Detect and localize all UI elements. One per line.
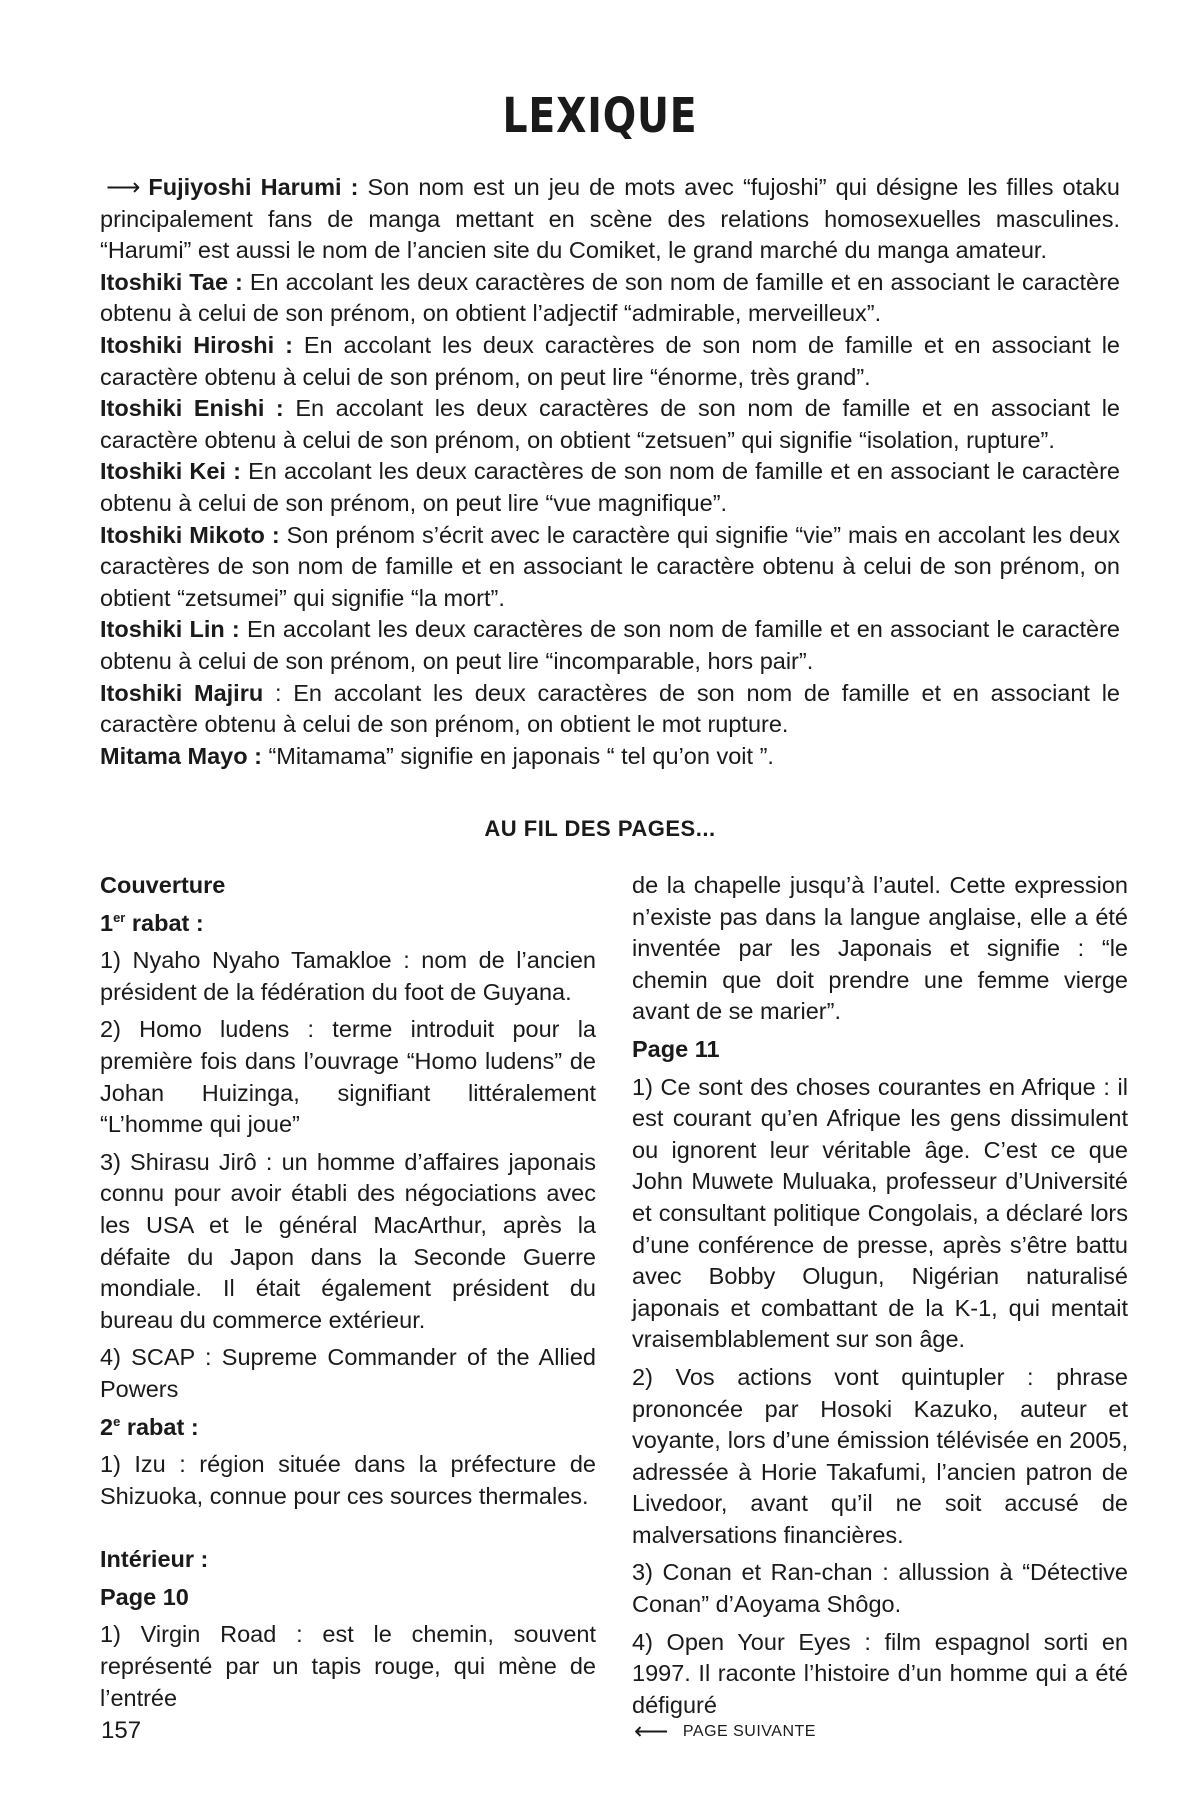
lexique-definition: En accolant les deux caractères de son nom de famille et en associant le caractère obtenu à celui de son prénom, on obtient l’adjectif “admirable, merveilleux”.	[100, 268, 1120, 327]
note-continuation: de la chapelle jusqu’à l’autel. Cette expression n’existe pas dans la langue anglaise, elle a été inventée par les Japonais et signifie : “le chemin que doit prendre une femme vierge avant de se marier”.	[632, 872, 1128, 1025]
lexique-definition: Son nom est un jeu de mots avec “fujoshi” qui désigne les filles otaku principalement fans de manga mettant en scène des relations homosexuelles masculines. “Harumi” est aussi le nom de l’ancien site du Comiket, le grand marché du manga amateur.	[100, 174, 1120, 264]
heading-rabat-1	[100, 908, 596, 940]
lexique-definition: En accolant les deux caractères de son nom de famille et en associant le caractère obtenu à celui de son prénom, on peut lire “vue magnifique”.	[100, 458, 1120, 516]
heading-page-11: Page 11	[632, 1035, 720, 1062]
note-item: 3) Conan et Ran-chan : allussion à “Détective Conan” d’Aoyama Shôgo.	[632, 1559, 1128, 1618]
section-title: AU FIL DES PAGES...	[484, 816, 716, 841]
note-item: 1) Nyaho Nyaho Tamakloe : nom de l’ancien président de la fédération du foot de Guyana.	[100, 947, 596, 1005]
page-title: LEXIQUE	[502, 88, 698, 144]
lexique-entry	[100, 172, 1120, 267]
note-item: 4) SCAP : Supreme Commander of the Allied Powers	[100, 1344, 596, 1402]
rabat-number: 2	[100, 1413, 114, 1440]
heading-rabat-2	[100, 1412, 596, 1444]
lexique-definition: Son prénom s’écrit avec le caractère qui signifie “vie” mais en accolant les deux caractères de son nom de famille et en associant le caractère obtenu à celui de son prénom, on obtient “zetsumei” qui signifie “la mort”.	[100, 521, 1120, 611]
lexique-term: Itoshiki Enishi :	[100, 395, 284, 422]
lexique-term: Itoshiki Hiroshi :	[100, 331, 293, 358]
right-arrow-icon: ⟶	[106, 174, 141, 201]
lexique-term: Itoshiki Tae :	[100, 268, 243, 295]
lexique-definition: “Mitamama” signifie en japonais “ tel qu’on voit ”.	[261, 742, 774, 769]
lexique-term: Mitama Mayo :	[100, 742, 262, 769]
left-arrow-icon: ⟵	[634, 1718, 669, 1745]
lexique-entry	[100, 267, 1120, 330]
lexique-entry	[100, 614, 1120, 677]
rabat-superscript: er	[113, 909, 126, 925]
rabat-superscript: e	[113, 1413, 121, 1429]
lexique-term: Fujiyoshi Harumi :	[148, 174, 359, 200]
rabat-label: rabat :	[125, 909, 204, 936]
lexique-term: Itoshiki Majiru	[100, 679, 264, 706]
page-number: 157	[101, 1717, 142, 1744]
note-item: 2) Vos actions vont quintupler : phrase prononcée par Hosoki Kazuko, auteur et voyante, lors d’une émission télévisée en 2005, adressée à Horie Takafumi, l’ancien patron de Livedoor, avant qu’il ne soit accusé de malversations financières.	[632, 1363, 1128, 1548]
lexique-term: Itoshiki Mikoto :	[100, 521, 280, 548]
right-column	[632, 870, 1128, 1727]
note-item: 1) Virgin Road : est le chemin, souvent représenté par un tapis rouge, qui mène de l’entrée	[100, 1621, 596, 1711]
lexique-list	[100, 172, 1120, 772]
lexique-entry	[100, 678, 1120, 741]
next-page-label: PAGE SUIVANTE	[682, 1723, 816, 1740]
lexique-definition: : En accolant les deux caractères de son nom de famille et en associant le caractère obtenu à celui de son prénom, on obtient le mot rupture.	[100, 679, 1120, 738]
lexique-entry	[100, 456, 1120, 519]
lexique-definition: En accolant les deux caractères de son nom de famille et en associant le caractère obtenu à celui de son prénom, on peut lire “énorme, très grand”.	[100, 331, 1120, 390]
lexique-definition: En accolant les deux caractères de son nom de famille et en associant le caractère obtenu à celui de son prénom, on peut lire “incomparable, hors pair”.	[100, 616, 1120, 674]
lexique-entry	[100, 520, 1120, 615]
heading-interieur: Intérieur :	[100, 1546, 209, 1573]
next-page-indicator	[634, 1720, 816, 1744]
note-item: 4) Open Your Eyes : film espagnol sorti en 1997. Il raconte l’histoire d’un homme qui a été défiguré	[632, 1628, 1128, 1718]
spacer	[100, 1518, 596, 1544]
lexique-term: Itoshiki Lin :	[100, 616, 240, 643]
lexique-definition: En accolant les deux caractères de son nom de famille et en associant le caractère obtenu à celui de son prénom, on obtient “zetsuen” qui signifie “isolation, rupture”.	[100, 395, 1120, 453]
note-item: 1) Ce sont des choses courantes en Afrique : il est courant qu’en Afrique les gens dissimulent ou ignorent leur véritable âge. C’est ce que John Muwete Muluaka, professeur d’Université et consultant politique Congolais, a déclaré lors d’une conférence de presse, après s’être battu avec Bobby Olugun, Nigérian naturalisé japonais et combattant de la K-1, qui mentait vraisemblablement sur son âge.	[632, 1073, 1128, 1353]
lexique-entry	[100, 330, 1120, 393]
lexique-entry	[100, 393, 1120, 456]
note-item: 1) Izu : région située dans la préfecture de Shizuoka, connue pour ces sources thermales.	[100, 1451, 596, 1509]
lexique-term: Itoshiki Kei :	[100, 458, 241, 485]
lexique-entry	[100, 741, 1120, 773]
rabat-label: rabat :	[120, 1413, 199, 1440]
rabat-number: 1	[100, 909, 114, 936]
heading-couverture: Couverture	[100, 872, 226, 898]
note-item: 3) Shirasu Jirô : un homme d’affaires japonais connu pour avoir établi des négociations avec les USA et le général MacArthur, après la défaite du Japon dans la Seconde Guerre mondiale. Il était également président du bureau du commerce extérieur.	[100, 1148, 596, 1333]
heading-page-10: Page 10	[100, 1583, 189, 1610]
left-column	[100, 870, 596, 1720]
note-item: 2) Homo ludens : terme introduit pour la première fois dans l’ouvrage “Homo ludens” de Johan Huizinga, signifiant littéralement “L’homme qui joue”	[100, 1016, 596, 1138]
